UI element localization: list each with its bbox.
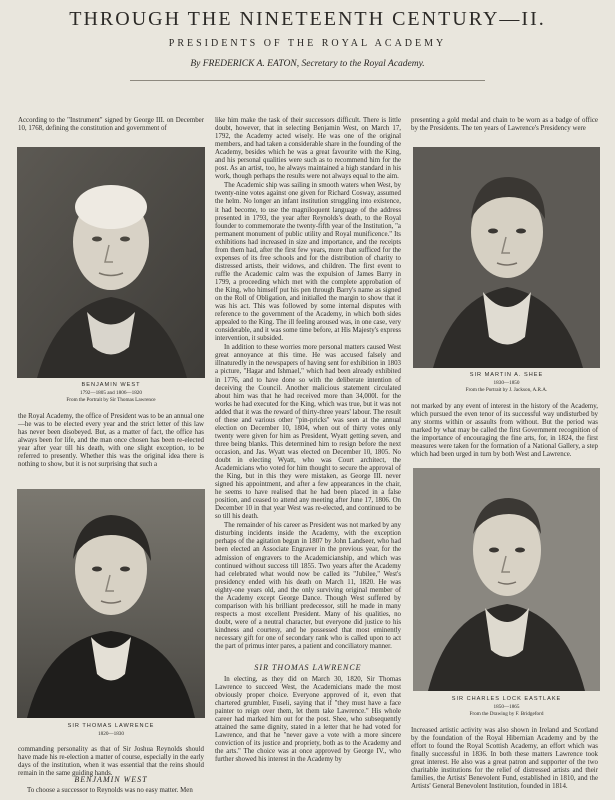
left-mid-text: the Royal Academy, the office of President was to be an annual one—he was to be elected every year and the strict letter of this law has never been disobeyed. But, as a matter of fact, the office has always been for life, and the man once chosen has been re-elected year after year till his death, with one slight exception, to be referred to presently. Whether this was the original idea there is nothing to show, but it is not surprising that such a bbox=[18, 413, 204, 469]
caption-lawrence-name: SIR THOMAS LAWRENCE bbox=[67, 723, 155, 729]
caption-eastlake-name: SIR CHARLES LOCK EASTLAKE bbox=[451, 696, 562, 702]
middle-column-text: like him make the task of their successors difficult. There is little doubt, however, that in selecting Benjamin West, on March 17, 1792, the Academy acted wisely. He was one of the original members, and had taken a considerable share in the founding of the Academy, besides which he was a great favourite with the King, and his personal qualities were such as to recommend him for the post. As an artist, too, he always maintained a high standard in his work, though perhaps the results were not always equal to the aim. The Academic ship was sailing in smooth waters when West, by twenty-nine votes against one given for Richard Cosway, assumed the helm. No longer an infant institution struggling into existence, it had become, to use the magniloquent language of the address presented in 1793, the year after Reynolds's death, to the Royal founder to commemorate the twenty-fifth year of the Institution, "a permanent monument of public utility and Royal munificence." Its exhibitions had increased in size and importance, and the receipts from them had, after the first few years, more than sufficed for the expenses of its free schools and for the distribution of charity to distressed artists, their widows, and children. The first event to ruffle the Academic calm was the expulsion of James Barry in 1799, a proceeding which met with the complete approbation of the King, who himself put his pen through Barry's name as signed on the Roll of Obligation, and initialled the margin to show that it was his act. This was followed by some internal disputes with reference to the government of the Academy, in which both sides appealed to the King. The ill feeling aroused was, in one case, very considerable, and it was some time before, at His Majesty's express intervention, it subsided. In addition to these worries more personal matters caused West great annoyance at this time. He was accused falsely and illnaturedly in the newspapers of having sent for exhibition in 1803 a picture, "Hagar and Ishmael," which had been already exhibited in 1776, and to have done so with the deliberate intention of deceiving the Council. Another malicious statement circulated about him was that he had received more than 34,000l. for the works he had executed for the King, which was true, but it was not added that it was the reward of thirty-three years' labour. The result of these and various other "pin-pricks" was seen at the annual election on December 10, 1804, when out of thirty votes only twenty were given for him as President, Wyatt getting seven, and three being blanks. This determined him to resign before the next occasion, and Jas. Wyatt was elected on December 10, 1805. No doubt in electing Wyatt, who was Court architect, the Academicians who voted for him thought to secure the approval of the King, but in this they were mistaken, as George III. never signed his appointment, and after a few appearances in the chair, he seems to have realised that he had been placed in a false position, and ceased to attend any meeting after June 17, 1806. On December 10 in that year West was re-elected, and continued to be so till his death. The remainder of his career as President was not marked by any disturbing incidents inside the Academy, with the exception perhaps of the agitation begun in 1807 by John Landseer, who had been elected an Associate Engraver in the previous year, for the admission of engravers to the Academicianship, and which was continued without success till 1855. Two years after the Academy had celebrated what would now be called its "Jubilee," West's presidency ended with his death on March 11, 1820. He was eighty-one years old, and the only surviving original member of the Academy except George Dance. Though West suffered by comparison with his brilliant predecessor, still he made in many respects a most excellent President. Many of his qualities, no doubt, were of a neutral character, but everyone did justice to his kindness and courtesy, and he possessed that most eminently necessary gift for one of secondary rank who is called upon to act the part of primus inter pares, a patient and conciliatory manner. bbox=[215, 117, 401, 651]
caption-eastlake-source: From the Drawing by F. Bridgeford bbox=[469, 711, 544, 717]
byline: By FREDERICK A. EATON, Secretary to the Royal Academy. bbox=[190, 59, 425, 69]
portrait-martin-shee bbox=[413, 147, 600, 368]
caption-eastlake-dates: 1850—1865 bbox=[493, 704, 520, 710]
caption-west-dates: 1792—1805 and 1806—1820 bbox=[80, 390, 142, 396]
caption-shee-dates: 1830—1850 bbox=[493, 380, 520, 386]
caption-shee-name: SIR MARTIN A. SHEE bbox=[469, 372, 544, 378]
caption-shee-source: From the Portrait by J. Jackson, A.R.A. bbox=[465, 387, 548, 393]
section-heading-thomas-lawrence: SIR THOMAS LAWRENCE bbox=[254, 663, 362, 672]
right-top-text: presenting a gold medal and chain to be worn as a badge of office by the Presidents. The ten years of Lawrence's Presidency were bbox=[411, 117, 598, 133]
portrait-benjamin-west bbox=[17, 147, 205, 378]
caption-west-name: BENJAMIN WEST bbox=[81, 382, 141, 388]
caption-west-source: From the Portrait by Sir Thomas Lawrence bbox=[66, 397, 156, 403]
header-rule bbox=[130, 80, 485, 81]
caption-lawrence-dates: 1820—1830 bbox=[98, 731, 124, 737]
middle-bottom-text: In electing, as they did on March 30, 1820, Sir Thomas Lawrence to succeed West, the Academicians made the most obviously proper choice. Everyone approved of it, even that chartered grumbler, Fuseli, saying that if "they must have a face painter to reign over them, let them take Lawrence." His whole career had marked him out for the post. Shee, who subsequently attained the same dignity, stated in a letter that he had voted for Lawrence, and that he "never gave a vote with a more sincere conviction of its justice and propriety, both as to the Academy and the arts." The choice was at once approved by George IV., who further showed his interest in the Academy by bbox=[215, 676, 401, 764]
left-bottom-text: commanding personality as that of Sir Joshua Reynolds should have made his re-election a matter of course, especially in the early days of the institution, when it was essential that the reins should remain in the same guiding hands. bbox=[18, 746, 204, 778]
section-heading-benjamin-west: BENJAMIN WEST bbox=[74, 775, 148, 784]
portrait-thomas-lawrence bbox=[17, 489, 205, 718]
article-title: THROUGH THE NINETEENTH CENTURY—II. bbox=[69, 8, 546, 30]
left-last-text: To choose a successor to Reynolds was no easy matter. Men bbox=[27, 787, 193, 794]
right-mid-text: not marked by any event of interest in the history of the Academy, which pursued the even tenor of its successful way undisturbed by any storms within or assaults from without. But the period was marked by what may be called the first Government recognition of the importance of encouraging the fine arts, for, in 1824, the first measures were taken for the formation of a National Gallery, a step which had been urged in turn by both West and Lawrence. bbox=[411, 403, 598, 459]
article-subtitle: PRESIDENTS OF THE ROYAL ACADEMY bbox=[168, 38, 447, 49]
left-intro-text: According to the "Instrument" signed by George III. on December 10, 1768, defining the constitution and government of bbox=[18, 117, 204, 133]
portrait-charles-eastlake bbox=[413, 468, 600, 691]
right-bottom-text: Increased artistic activity was also shown in Ireland and Scotland by the foundation of the Royal Hibernian Academy and by the effort to found the Royal Scottish Academy, an effort which was finally successful in 1836. In both these matters Lawrence took great interest. He also was a great patron and supporter of the two charitable institutions for the relief of distressed artists and their families, the Artists' Benevolent Fund, established in 1810, and the Artists' General Benevolent Institution, founded in 1814. bbox=[411, 727, 598, 791]
